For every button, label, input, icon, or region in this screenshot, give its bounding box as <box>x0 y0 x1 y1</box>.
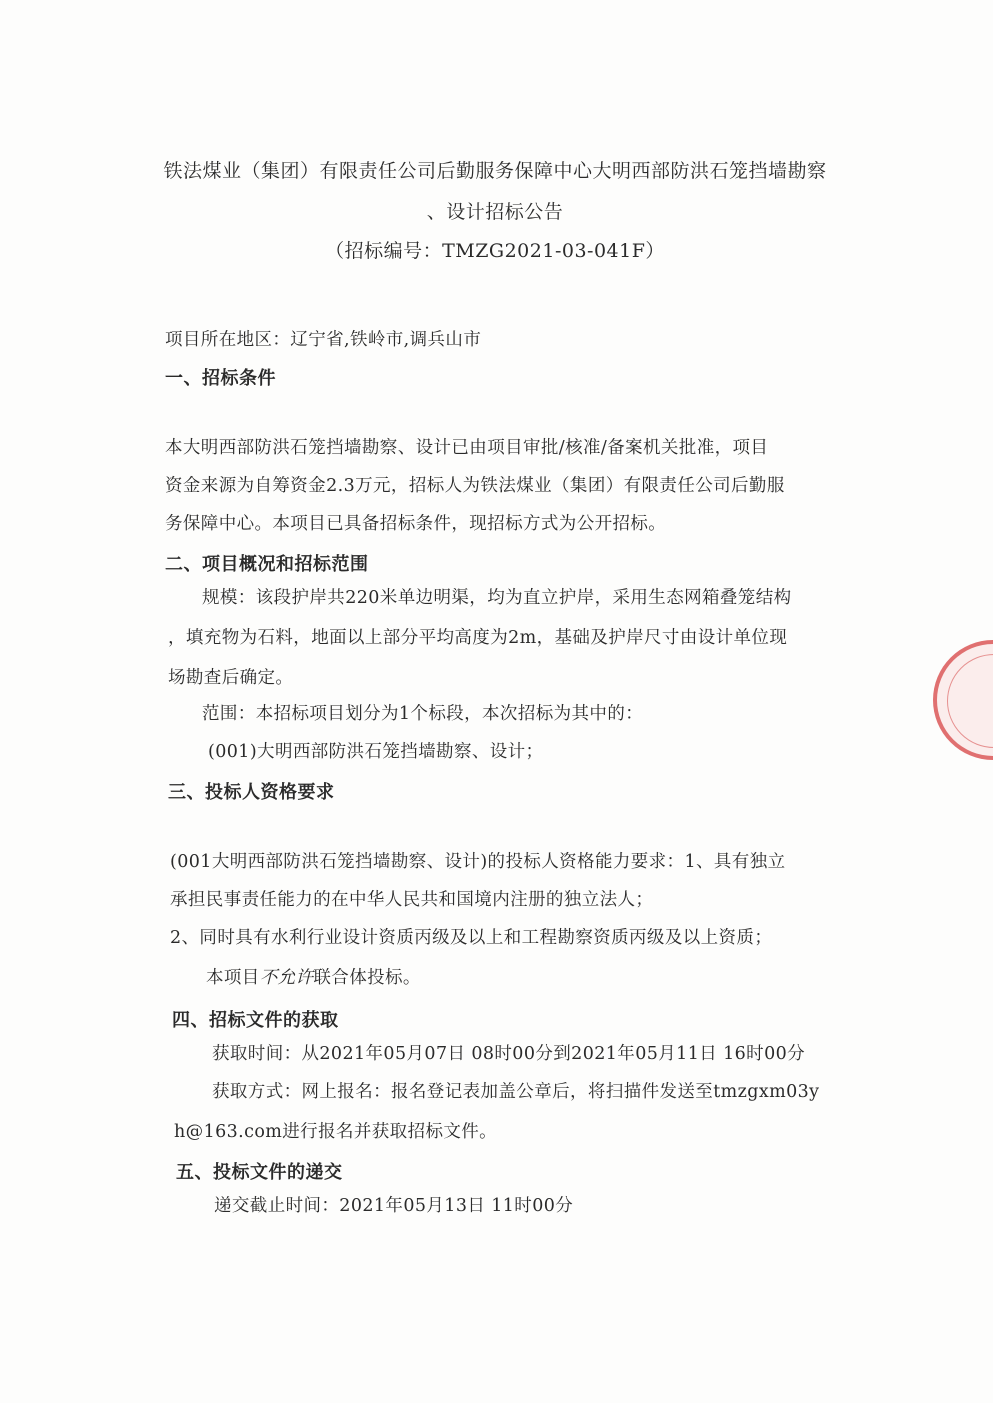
section-heading-obtain-documents: 四、招标文件的获取 <box>172 1010 339 1031</box>
consortium-prefix: 本项目 <box>206 968 260 988</box>
official-seal-stamp <box>933 640 993 760</box>
section-heading-project-overview: 二、项目概况和招标范围 <box>165 554 369 575</box>
section-4-line: h@163.com进行报名并获取招标文件。 <box>174 1122 498 1142</box>
section-3-line: (001大明西部防洪石笼挡墙勘察、设计)的投标人资格能力要求：1、具有独立 <box>170 852 786 872</box>
section-4-line: 获取时间：从2021年05月07日 08时00分到2021年05月11日 16时00分 <box>212 1044 806 1064</box>
section-2-line: (001)大明西部防洪石笼挡墙勘察、设计； <box>208 742 544 762</box>
section-2-line: ，填充物为石料，地面以上部分平均高度为2m，基础及护岸尺寸由设计单位现 <box>168 628 788 648</box>
section-heading-bid-submission: 五、投标文件的递交 <box>176 1162 343 1183</box>
section-3-line: 2、同时具有水利行业设计资质丙级及以上和工程勘察资质丙级及以上资质； <box>170 928 773 948</box>
section-heading-tender-conditions: 一、招标条件 <box>165 368 276 389</box>
section-2-line: 场勘查后确定。 <box>168 668 294 688</box>
section-4-line: 获取方式：网上报名：报名登记表加盖公章后，将扫描件发送至tmzgxm03y <box>212 1082 820 1102</box>
section-3-line: 承担民事责任能力的在中华人民共和国境内注册的独立法人； <box>170 890 654 910</box>
consortium-suffix: 联合体投标。 <box>313 968 421 988</box>
section-heading-bidder-qualifications: 三、投标人资格要求 <box>168 782 335 803</box>
consortium-not-allowed: 不允许 <box>259 968 314 988</box>
section-1-line: 本大明西部防洪石笼挡墙勘察、设计已由项目审批/核准/备案机关批准，项目 <box>165 438 769 458</box>
section-5-line: 递交截止时间：2021年05月13日 11时00分 <box>214 1196 574 1216</box>
official-seal-inner-ring <box>947 654 993 748</box>
consortium-statement <box>206 964 421 989</box>
section-1-line: 资金来源为自筹资金2.3万元，招标人为铁法煤业（集团）有限责任公司后勤服 <box>165 476 785 496</box>
section-1-line: 务保障中心。本项目已具备招标条件，现招标方式为公开招标。 <box>165 514 667 534</box>
tender-number: （招标编号：TMZG2021-03-041F） <box>325 240 665 262</box>
section-2-line: 范围：本招标项目划分为1个标段，本次招标为其中的： <box>202 704 644 724</box>
document-title-line-2: 、设计招标公告 <box>426 201 564 223</box>
document-title-line-1: 铁法煤业（集团）有限责任公司后勤服务保障中心大明西部防洪石笼挡墙勘察 <box>163 160 827 182</box>
project-location: 项目所在地区：辽宁省,铁岭市,调兵山市 <box>165 330 482 350</box>
section-2-line: 规模：该段护岸共220米单边明渠，均为直立护岸，采用生态网箱叠笼结构 <box>202 588 792 608</box>
